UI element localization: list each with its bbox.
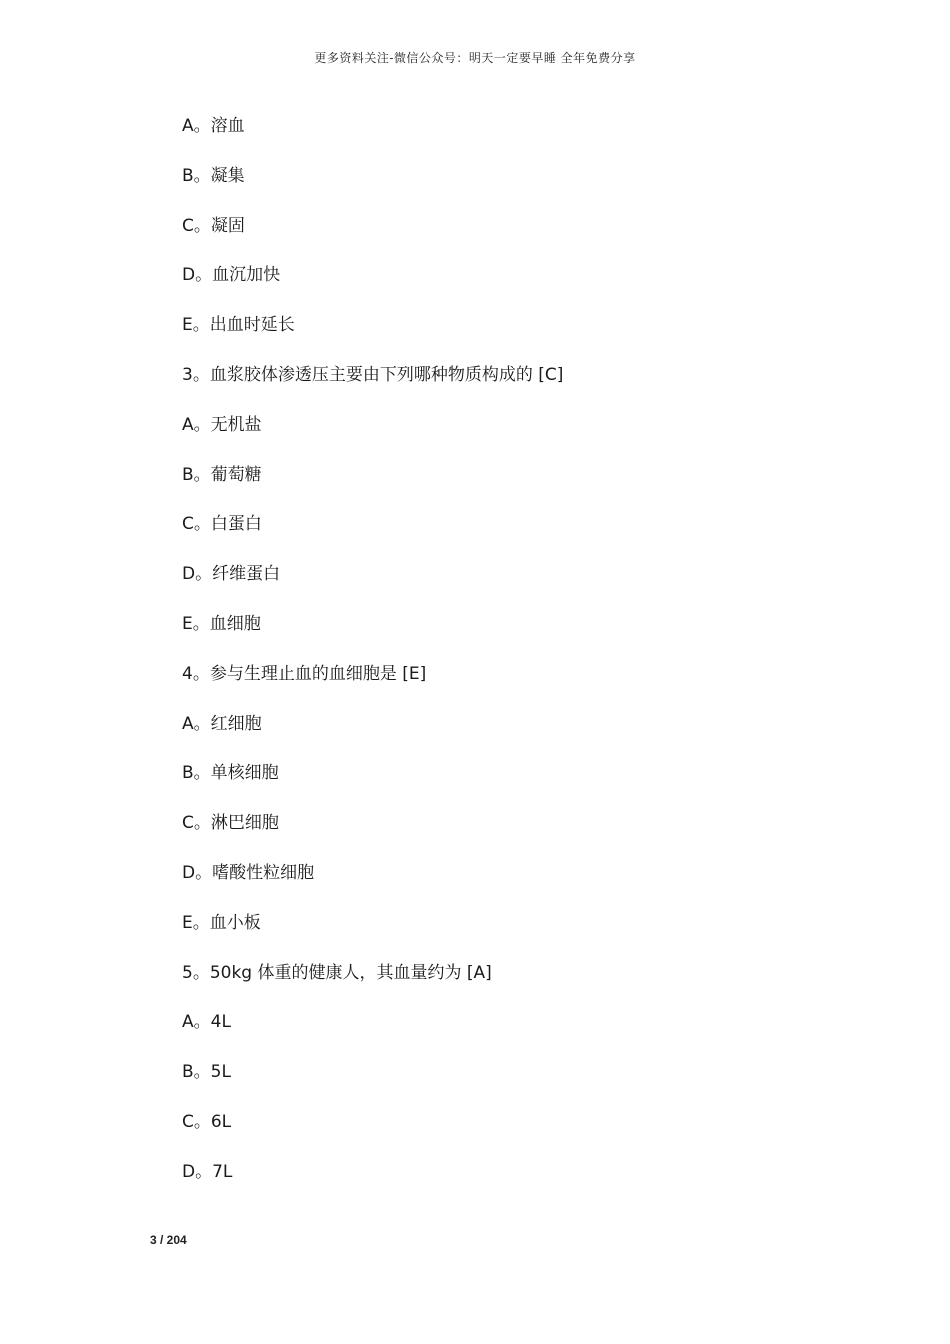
page-number: 3 / 204 xyxy=(150,1233,187,1247)
question-line xyxy=(182,959,882,1009)
option-line xyxy=(182,510,882,560)
option-line xyxy=(182,1108,882,1158)
option-text: D。7L xyxy=(182,1161,233,1182)
option-text: C。白蛋白 xyxy=(182,514,262,535)
question-text: 3。血浆胶体渗透压主要由下列哪种物质构成的 [C] xyxy=(182,364,564,385)
option-line xyxy=(182,411,882,461)
option-line xyxy=(182,909,882,959)
option-line xyxy=(182,1058,882,1108)
option-line xyxy=(182,311,882,361)
option-text: D。嗜酸性粒细胞 xyxy=(182,862,315,883)
option-text: A。溶血 xyxy=(182,116,245,136)
option-line xyxy=(182,560,882,610)
option-line xyxy=(182,1008,882,1058)
option-line xyxy=(182,610,882,660)
option-text: D。纤维蛋白 xyxy=(182,564,281,585)
option-text: B。单核细胞 xyxy=(182,763,279,784)
option-text: B。5L xyxy=(182,1062,231,1083)
question-line xyxy=(182,660,882,710)
question-text: 5。50kg 体重的健康人，其血量约为 [A] xyxy=(182,962,492,983)
option-line xyxy=(182,461,882,511)
option-text: B。葡萄糖 xyxy=(182,464,262,485)
option-text: C。凝固 xyxy=(182,215,245,236)
option-text: C。6L xyxy=(182,1111,232,1132)
option-text: E。血小板 xyxy=(182,912,261,933)
option-text: A。红细胞 xyxy=(182,713,262,734)
option-line xyxy=(182,162,882,212)
question-line xyxy=(182,361,882,411)
option-line xyxy=(182,261,882,311)
option-text: E。血细胞 xyxy=(182,613,261,634)
option-text: D。血沉加快 xyxy=(182,265,281,286)
option-text: C。淋巴细胞 xyxy=(182,813,279,834)
option-line xyxy=(182,759,882,809)
option-line xyxy=(182,859,882,909)
option-text: B。凝集 xyxy=(182,165,245,186)
option-line xyxy=(182,710,882,760)
option-text: E。出血时延长 xyxy=(182,315,295,336)
page-header: 更多资料关注-微信公众号：明天一定要早睡 全年免费分享 xyxy=(314,51,636,65)
option-line xyxy=(182,112,882,162)
question-text: 4。参与生理止血的血细胞是 [E] xyxy=(182,663,427,684)
option-line xyxy=(182,809,882,859)
option-line xyxy=(182,212,882,262)
question-content xyxy=(182,112,882,1208)
option-text: A。无机盐 xyxy=(182,414,262,435)
option-text: A。4L xyxy=(182,1012,231,1033)
option-line xyxy=(182,1158,882,1208)
